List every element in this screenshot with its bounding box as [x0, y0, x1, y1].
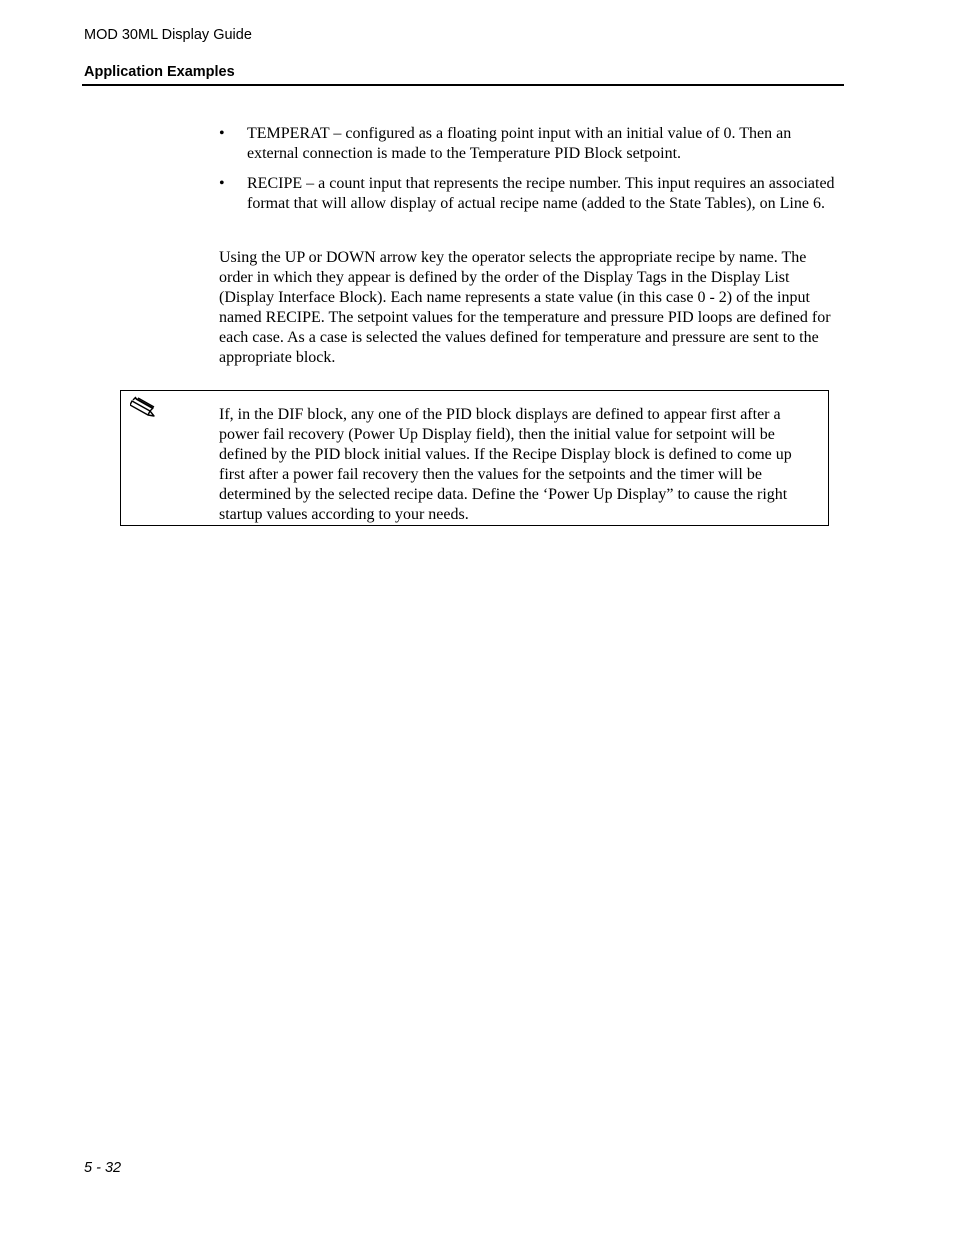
body-paragraph: Using the UP or DOWN arrow key the operator selects the appropriate recipe by name. The order in which they appear is defined by the order of the Display Tags in the Display List (Display Interface Block). Each name represents a state value (in this case 0 - 2) of the input named RECIPE. The setpoint values for the temperature and pressure PID loops are defined for each case. As a case is selected the values defined for temperature and pressure are sent to the appropriate block. — [219, 249, 831, 366]
header-divider — [82, 84, 844, 86]
bullet-icon: • — [219, 125, 225, 142]
list-item-text: RECIPE – a count input that represents the recipe number. This input requires an associated format that will allow display of actual recipe name (added to the State Tables), on Line 6. — [247, 175, 835, 212]
pencil-note-icon — [130, 396, 162, 420]
page-number: 5 - 32 — [84, 1160, 122, 1176]
note-box — [120, 390, 829, 526]
bullet-icon: • — [219, 175, 225, 192]
list-item — [219, 124, 839, 164]
list-item — [219, 174, 839, 214]
section-heading: Application Examples — [84, 64, 235, 80]
note-text: If, in the DIF block, any one of the PID block displays are defined to appear first after a power fail recovery (Power Up Display field), then the initial value for setpoint will be defined by the PID block initial values. If the Recipe Display block is defined to come up first after a power fail recovery then the values for the setpoints and the timer will be determined by the selected recipe data. Define the ‘Power Up Display” to cause the right startup values according to your needs. — [219, 406, 792, 523]
bullet-list — [219, 124, 839, 224]
document-title: MOD 30ML Display Guide — [84, 27, 252, 43]
list-item-text: TEMPERAT – configured as a floating point input with an initial value of 0. Then an external connection is made to the Temperature PID Block setpoint. — [247, 125, 792, 162]
